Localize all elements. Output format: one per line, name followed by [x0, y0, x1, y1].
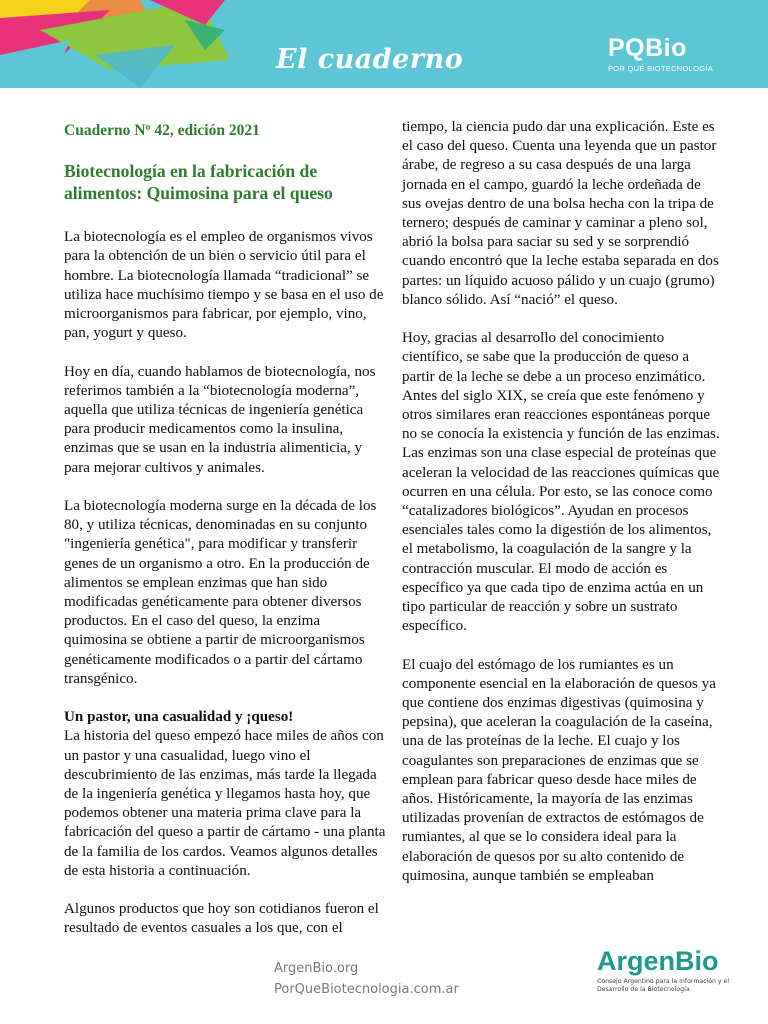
argenbio-logo	[597, 946, 737, 993]
pqbio-logo-tagline: POR QUÉ BIOTECNOLOGÍA	[608, 64, 714, 73]
paragraph: Hoy, gracias al desarrollo del conocimiento científico, se sabe que la producción de queso a partir de la leche se debe a un proceso enzimático. Antes del siglo XIX, se creía que este fenómeno y otros similares eran reacciones espontáneas porque no se conocía la existencia y función de las enzimas. Las enzimas son una clase especial de proteínas que aceleran la velocidad de las reacciones químicas que ocurren en una célula. Por esto, se las conoce como “catalizadores biológicos”. Ayudan en procesos esenciales tales como la digestión de los alimentos, el metabolismo, la coagulación de la sangre y la contracción muscular. El modo de acción es específico ya que cada tipo de enzima actúa en un tipo particular de reacción y sobre un sustrato específico.	[402, 330, 720, 635]
argenbio-logo-word: ArgenBio	[597, 946, 719, 976]
paragraph: La historia del queso empezó hace miles de años con un pastor y una casualidad, luego vino el descubrimiento de las enzimas, más tarde la llegada de la ingeniería genética y llegamos hasta hoy, que podemos obtener una materia prima clave para la fabricación del queso a partir de cártamo - una planta de la familia de los cardos. Veamos algunos detalles de esta historia a continuación.	[64, 728, 386, 879]
footer-links	[274, 958, 459, 1000]
header-banner	[0, 0, 768, 88]
section-subheading: Un pastor, una casualidad y ¡queso!	[64, 709, 294, 726]
issue-line: Cuaderno Nº 42, edición 2021	[64, 122, 260, 139]
argenbio-logo-tagline: Consejo Argentino para la Información y el Desarrollo de la Biotecnología	[597, 978, 730, 993]
left-column	[64, 118, 386, 939]
porquebiotecnologia-link[interactable]: PorQueBiotecnologia.com.ar	[274, 982, 459, 997]
paragraph: El cuajo del estómago de los rumiantes es un componente esencial en la elaboración de quesos ya que contiene dos enzimas digestivas (quimosina y pepsina), que aceleran la coagulación de la caseína, una de las proteínas de la leche. El cuajo y los coagulantes son preparaciones de enzimas que se emplean para fabricar queso desde hace miles de años. Históricamente, la mayoría de las enzimas utilizadas provenían de extractos de estómagos de rumiantes, al que se lo considera ideal para la elaboración de quesos por su alto contenido de quimosina, aunque también se empleaban	[402, 656, 716, 884]
paragraph: La biotecnología es el empleo de organismos vivos para la obtención de un bien o servicio útil para el hombre. La biotecnología llamada “tradicional” se utiliza hace muchísimo tiempo y se basa en el uso de microorganismos para fabricar, por ejemplo, vino, pan, yogurt y queso.	[64, 229, 384, 342]
newsletter-title: El cuaderno	[276, 44, 464, 75]
paragraph: Algunos productos que hoy son cotidianos fueron el resultado de eventos casuales a los que, con el	[64, 901, 379, 937]
pqbio-logo-mark: PQBio	[608, 34, 687, 62]
paragraph: La biotecnología moderna surge en la década de los 80, y utiliza técnicas, denominadas en su conjunto "ingeniería genética", para modificar y transferir genes de un organismo a otro. En la producción de alimentos se emplean enzimas que han sido modificadas genéticamente para obtener diversos productos. En el caso del queso, la enzima quimosina se obtiene a partir de microorganismos genéticamente modificados o a partir del cártamo transgénico.	[64, 498, 377, 687]
paragraph: Hoy en día, cuando hablamos de biotecnología, nos referimos también a la “biotecnología moderna”, aquella que utiliza técnicas de ingeniería genética para producir medicamentos como la insulina, enzimas que se usan en la industria alimenticia, y para mejorar cultivos y animales.	[64, 363, 376, 476]
right-column	[402, 118, 720, 886]
pqbio-logo	[608, 36, 713, 73]
article-title: Biotecnología en la fabricación de alimentos: Quimosina para el queso	[64, 161, 333, 204]
paragraph: tiempo, la ciencia pudo dar una explicación. Este es el caso del queso. Cuenta una leyenda que un pastor árabe, de regreso a su casa después de una larga jornada en el campo, guardó la leche ordeñada de sus ovejas dentro de una bolsa hecha con la tripa de ternero; después de caminar y caminar a pleno sol, abrió la bolsa para saciar su sed y se sorprendió cuando encontró que la leche estaba separada en dos partes: un líquido acuoso pálido y un cuajo (grumo) blanco sólido. Así “nació” el queso.	[402, 119, 719, 308]
argenbio-link[interactable]: ArgenBio.org	[274, 961, 359, 976]
